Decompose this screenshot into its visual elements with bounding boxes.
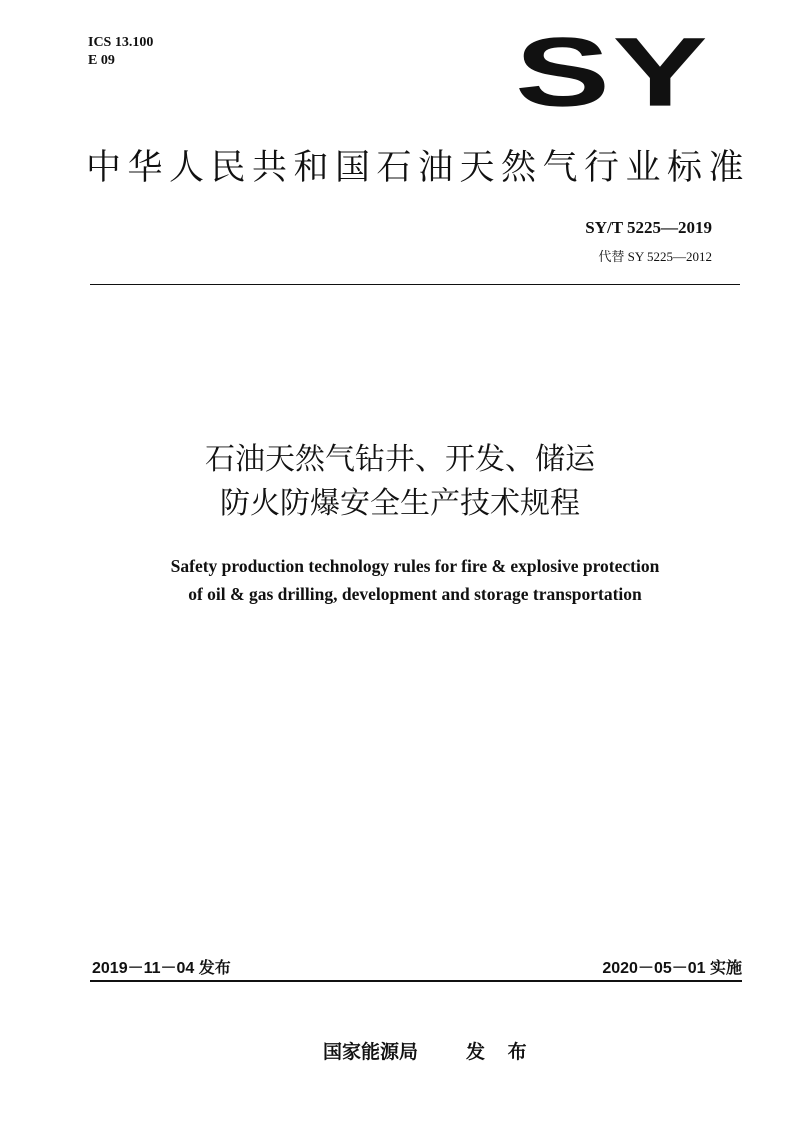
publisher-name: 国家能源局 [323,1041,419,1063]
title-zh-line2: 防火防爆安全生产技术规程 [220,486,580,521]
ics-code: ICS 13.100 [88,35,154,50]
implementation-date: 2020－05－01 实施 [602,960,742,977]
title-en-line2: of oil & gas drilling, development and storage transportation [188,584,642,604]
publish-label: 发 布 [466,1041,535,1063]
industry-standard-title: 中华人民共和国石油天然气行业标准 [86,148,751,188]
title-zh-line1: 石油天然气钻井、开发、储运 [205,442,595,477]
header-divider [90,284,740,285]
replaces-standard: 代替 SY 5225—2012 [598,249,712,264]
standard-number: SY/T 5225—2019 [585,218,712,237]
footer-divider [90,980,742,982]
title-en-line1: Safety production technology rules for fire & explosive protection [170,556,660,576]
classification-codes [88,34,153,70]
class-code: E 09 [88,53,115,68]
sy-logo: SY [515,17,711,128]
issue-date: 2019－11－04 发布 [92,960,231,977]
